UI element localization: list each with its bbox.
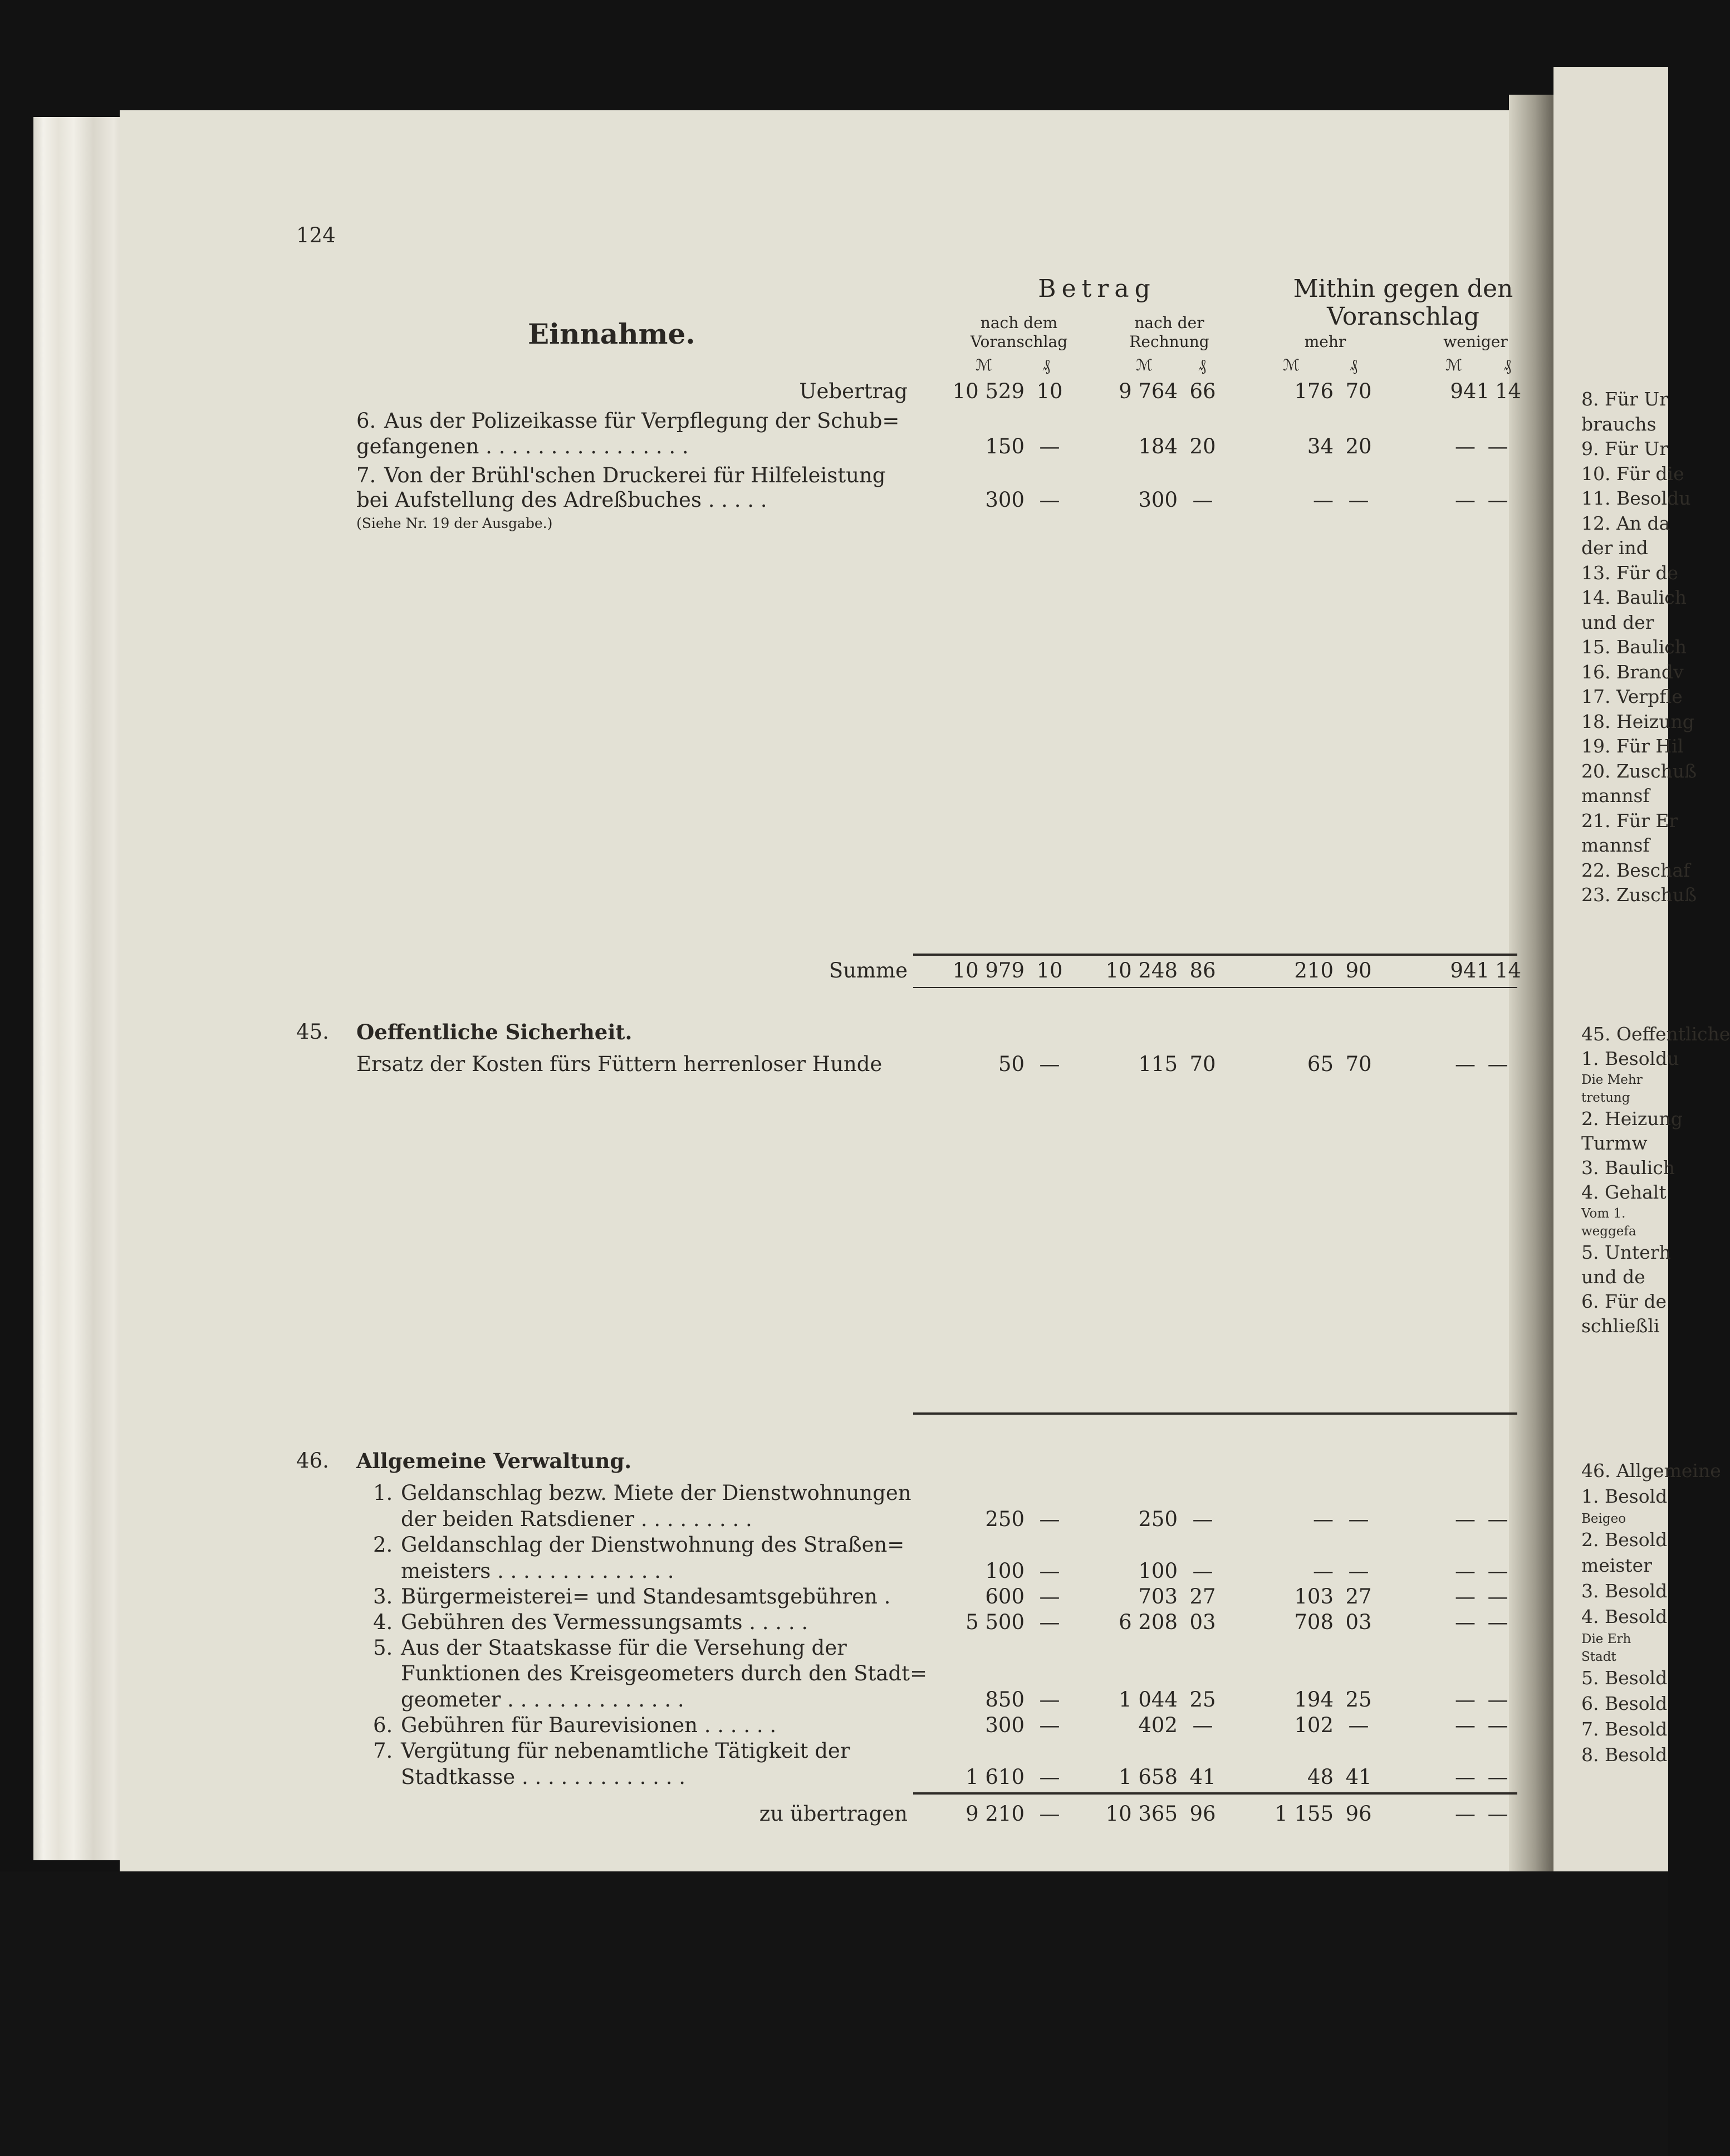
- amount-voranschlag-mark: 300: [985, 1713, 1025, 1737]
- unit-pf: ₰: [1042, 356, 1050, 374]
- amount-weniger-mark: —: [1455, 1802, 1476, 1826]
- facing-page-line: und der: [1581, 611, 1654, 633]
- facing-page-line: Die Mehr: [1581, 1073, 1643, 1087]
- amount-mehr-mark: —: [1313, 488, 1334, 512]
- amount-voranschlag-mark: 10 529: [952, 379, 1025, 403]
- item-text: Gebühren für Baurevisionen . . . . . .: [401, 1713, 777, 1737]
- amount-voranschlag-pf: —: [1039, 1802, 1060, 1826]
- page-stack-edge: [33, 117, 134, 1860]
- facing-page-line: Turmw: [1581, 1132, 1648, 1154]
- amount-voranschlag-pf: —: [1039, 1052, 1060, 1076]
- amount-rechnung-mark: 10 248: [1105, 959, 1178, 982]
- facing-page-line: 9. Für Ur: [1581, 438, 1668, 459]
- header-voranschlag: Voranschlag: [970, 333, 1068, 351]
- item-text: Funktionen des Kreisgeometers durch den Stadt=: [401, 1661, 927, 1685]
- amount-voranschlag-mark: 50: [998, 1052, 1025, 1076]
- item-text: Ersatz der Kosten fürs Füttern herrenloser Hunde: [356, 1052, 883, 1076]
- facing-page-line: 17. Verpfle: [1581, 686, 1683, 707]
- facing-page-line: 7. Besold: [1581, 1718, 1668, 1740]
- amount-weniger-pf: —: [1487, 1688, 1508, 1712]
- unit-pf: ₰: [1198, 356, 1206, 374]
- amount-mehr-mark: 48: [1307, 1765, 1334, 1789]
- amount-voranschlag-mark: 5 500: [966, 1610, 1025, 1634]
- amount-weniger-mark: —: [1455, 1559, 1476, 1583]
- header-mithin-voranschlag: Voranschlag: [1327, 302, 1479, 331]
- header-nach-der: nach der: [1134, 314, 1204, 332]
- amount-rechnung-pf: 66: [1189, 379, 1216, 403]
- amount-weniger-pf: —: [1487, 1713, 1508, 1737]
- amount-rechnung-pf: —: [1192, 1507, 1213, 1531]
- amount-weniger-pf: —: [1487, 1610, 1508, 1634]
- facing-page-line: 8. Besold: [1581, 1744, 1668, 1766]
- unit-mark: ℳ: [1136, 356, 1153, 374]
- amount-rechnung-pf: 96: [1189, 1802, 1216, 1826]
- facing-page-line: 2. Heizung: [1581, 1108, 1683, 1130]
- amount-rechnung-pf: 86: [1189, 959, 1216, 982]
- amount-weniger-pf: 14: [1495, 959, 1522, 982]
- amount-voranschlag-pf: —: [1039, 434, 1060, 458]
- amount-rechnung-mark: 250: [1138, 1507, 1178, 1531]
- page-number: 124: [296, 223, 336, 247]
- amount-rechnung-mark: 402: [1138, 1713, 1178, 1737]
- amount-rechnung-mark: 1 658: [1119, 1765, 1178, 1789]
- facing-page-line: 45. Oeffentliche: [1581, 1023, 1730, 1045]
- facing-page-line: 16. Brandv: [1581, 661, 1684, 683]
- page-title: Einnahme.: [528, 317, 695, 350]
- facing-page-line: Die Erh: [1581, 1632, 1631, 1646]
- amount-mehr-pf: 96: [1345, 1802, 1372, 1826]
- amount-mehr-pf: 41: [1345, 1765, 1372, 1789]
- amount-voranschlag-pf: —: [1039, 488, 1060, 512]
- facing-page-line: 10. Für die: [1581, 462, 1684, 485]
- amount-voranschlag-mark: 250: [985, 1507, 1025, 1531]
- facing-page-line: Beigeo: [1581, 1512, 1626, 1526]
- amount-weniger-mark: —: [1455, 1610, 1476, 1634]
- unit-mark: ℳ: [1445, 356, 1462, 374]
- facing-page-line: 15. Baulich: [1581, 636, 1687, 658]
- amount-weniger-pf: —: [1487, 434, 1508, 458]
- facing-page-line: 4. Gehalt: [1581, 1181, 1667, 1203]
- facing-page-line: 5. Besold: [1581, 1667, 1668, 1689]
- amount-voranschlag-mark: 1 610: [966, 1765, 1025, 1789]
- item-number: 6.: [356, 409, 376, 433]
- section-number: 45.: [296, 1020, 329, 1044]
- amount-weniger-pf: —: [1487, 1765, 1508, 1789]
- item-number: 4.: [373, 1610, 393, 1634]
- facing-page-line: 5. Unterh: [1581, 1241, 1671, 1263]
- unit-pf: ₰: [1350, 356, 1357, 374]
- amount-weniger-pf: —: [1487, 1559, 1508, 1583]
- amount-voranschlag-mark: 9 210: [966, 1802, 1025, 1826]
- item-text: Bürgermeisterei= und Standesamtsgebühren .: [401, 1585, 891, 1609]
- amount-rechnung-mark: 703: [1138, 1585, 1178, 1609]
- item-text: Vergütung für nebenamtliche Tätigkeit der: [401, 1739, 850, 1763]
- rule: [913, 1412, 1517, 1415]
- item-text: Geldanschlag der Dienstwohnung des Straßen=: [401, 1533, 905, 1557]
- amount-mehr-mark: 210: [1294, 959, 1334, 982]
- facing-page-line: 18. Heizung: [1581, 710, 1694, 732]
- amount-mehr-mark: —: [1313, 1559, 1334, 1583]
- amount-rechnung-mark: 300: [1138, 488, 1178, 512]
- amount-mehr-pf: 03: [1345, 1610, 1372, 1634]
- amount-rechnung-mark: 1 044: [1119, 1688, 1178, 1712]
- amount-mehr-pf: —: [1348, 1559, 1369, 1583]
- facing-page-line: 1. Besoldu: [1581, 1048, 1679, 1069]
- rule: [913, 1792, 1517, 1795]
- amount-voranschlag-pf: —: [1039, 1688, 1060, 1712]
- amount-voranschlag-mark: 100: [985, 1559, 1025, 1583]
- amount-weniger-mark: —: [1455, 488, 1476, 512]
- amount-weniger-pf: —: [1487, 1802, 1508, 1826]
- facing-page-line: 11. Besoldu: [1581, 487, 1691, 509]
- amount-mehr-mark: 34: [1307, 434, 1334, 458]
- facing-page-line: brauchs: [1581, 413, 1657, 435]
- amount-voranschlag-pf: 10: [1036, 379, 1063, 403]
- amount-mehr-pf: 20: [1345, 434, 1372, 458]
- facing-page-line: 6. Besold: [1581, 1693, 1668, 1714]
- item-number: 7.: [356, 463, 376, 487]
- facing-page-line: mannsf: [1581, 785, 1650, 806]
- header-rechnung: Rechnung: [1129, 333, 1209, 351]
- facing-page-line: tretung: [1581, 1091, 1630, 1105]
- section-title: Allgemeine Verwaltung.: [356, 1449, 632, 1473]
- amount-rechnung-pf: 41: [1189, 1765, 1216, 1789]
- facing-page-line: 8. Für Ur: [1581, 388, 1668, 410]
- amount-weniger-mark: —: [1455, 1713, 1476, 1737]
- item-text: meisters . . . . . . . . . . . . . .: [401, 1559, 674, 1583]
- facing-page-line: 14. Baulich: [1581, 586, 1687, 608]
- item-note: (Siehe Nr. 19 der Ausgabe.): [356, 515, 553, 531]
- amount-weniger-mark: —: [1455, 1585, 1476, 1609]
- amount-mehr-mark: 176: [1294, 379, 1334, 403]
- amount-weniger-mark: —: [1455, 1507, 1476, 1531]
- item-number: 2.: [373, 1533, 393, 1557]
- item-text: Stadtkasse . . . . . . . . . . . . .: [401, 1765, 685, 1789]
- item-text: geometer . . . . . . . . . . . . . .: [401, 1688, 684, 1712]
- item-number: 1.: [373, 1481, 393, 1505]
- amount-rechnung-mark: 6 208: [1119, 1610, 1178, 1634]
- amount-rechnung-pf: 20: [1189, 434, 1216, 458]
- amount-voranschlag-pf: —: [1039, 1610, 1060, 1634]
- section-number: 46.: [296, 1449, 329, 1473]
- facing-page-line: 6. Für de: [1581, 1290, 1667, 1312]
- amount-rechnung-pf: 70: [1189, 1052, 1216, 1076]
- item-text: Aus der Polizeikasse für Verpflegung der Schub=: [384, 409, 900, 433]
- amount-rechnung-pf: —: [1192, 488, 1213, 512]
- facing-page-line: 12. An da: [1581, 512, 1670, 534]
- facing-page-line: und de: [1581, 1266, 1645, 1288]
- facing-page-line: der ind: [1581, 537, 1648, 559]
- amount-voranschlag-mark: 10 979: [952, 959, 1025, 982]
- amount-weniger-pf: —: [1487, 1052, 1508, 1076]
- amount-rechnung-mark: 184: [1138, 434, 1178, 458]
- item-text: Geldanschlag bezw. Miete der Dienstwohnungen: [401, 1481, 911, 1505]
- item-number: 6.: [373, 1713, 393, 1737]
- summe-label: Summe: [829, 959, 908, 982]
- facing-page-line: meister: [1581, 1554, 1652, 1576]
- amount-voranschlag-pf: 10: [1036, 959, 1063, 982]
- facing-page-line: 46. Allgemeine: [1581, 1460, 1721, 1482]
- amount-mehr-mark: 194: [1294, 1688, 1334, 1712]
- amount-weniger-mark: —: [1455, 1765, 1476, 1789]
- item-text: gefangenen . . . . . . . . . . . . . . . .: [356, 434, 689, 458]
- amount-weniger-mark: —: [1455, 1052, 1476, 1076]
- amount-voranschlag-pf: —: [1039, 1507, 1060, 1531]
- amount-rechnung-pf: —: [1192, 1713, 1213, 1737]
- amount-mehr-pf: 70: [1345, 1052, 1372, 1076]
- amount-weniger-pf: —: [1487, 1507, 1508, 1531]
- uebertrag-label: Uebertrag: [799, 379, 908, 403]
- amount-voranschlag-mark: 600: [985, 1585, 1025, 1609]
- amount-rechnung-mark: 9 764: [1119, 379, 1178, 403]
- amount-weniger-mark: —: [1455, 1688, 1476, 1712]
- amount-mehr-pf: 25: [1345, 1688, 1372, 1712]
- amount-voranschlag-pf: —: [1039, 1585, 1060, 1609]
- amount-mehr-pf: —: [1348, 488, 1369, 512]
- amount-weniger-mark: 941: [1450, 379, 1489, 403]
- header-mehr: mehr: [1304, 333, 1346, 351]
- header-betrag: Betrag: [1038, 275, 1156, 303]
- amount-voranschlag-pf: —: [1039, 1713, 1060, 1737]
- amount-mehr-mark: 102: [1294, 1713, 1334, 1737]
- section-title: Oeffentliche Sicherheit.: [356, 1020, 633, 1044]
- amount-voranschlag-pf: —: [1039, 1765, 1060, 1789]
- amount-weniger-mark: —: [1455, 434, 1476, 458]
- unit-mark: ℳ: [976, 356, 992, 374]
- unit-mark: ℳ: [1283, 356, 1300, 374]
- facing-page-line: 20. Zuschuß: [1581, 760, 1697, 782]
- facing-page-line: 4. Besold: [1581, 1606, 1668, 1627]
- amount-voranschlag-mark: 850: [985, 1688, 1025, 1712]
- facing-page-line: 3. Besold: [1581, 1580, 1668, 1602]
- amount-rechnung-pf: —: [1192, 1559, 1213, 1583]
- amount-mehr-pf: —: [1348, 1713, 1369, 1737]
- item-text: Aus der Staatskasse für die Versehung der: [401, 1636, 847, 1660]
- header-mithin: Mithin gegen den: [1293, 275, 1513, 303]
- facing-page-line: 22. Beschaf: [1581, 859, 1690, 881]
- amount-rechnung-pf: 03: [1189, 1610, 1216, 1634]
- facing-page-line: weggefa: [1581, 1224, 1636, 1239]
- amount-mehr-mark: 1 155: [1275, 1802, 1334, 1826]
- amount-weniger-pf: 14: [1495, 379, 1522, 403]
- amount-rechnung-pf: 25: [1189, 1688, 1216, 1712]
- facing-page-line: 2. Besold: [1581, 1529, 1668, 1551]
- item-text: Gebühren des Vermessungsamts . . . . .: [401, 1610, 808, 1634]
- amount-rechnung-mark: 115: [1138, 1052, 1178, 1076]
- amount-mehr-mark: 65: [1307, 1052, 1334, 1076]
- facing-page-line: 19. Für Hil: [1581, 735, 1684, 757]
- amount-mehr-mark: —: [1313, 1507, 1334, 1531]
- facing-page-line: mannsf: [1581, 834, 1650, 856]
- amount-weniger-mark: 941: [1450, 959, 1489, 982]
- item-number: 5.: [373, 1636, 393, 1660]
- amount-weniger-pf: —: [1487, 488, 1508, 512]
- scan-background: [0, 1871, 1668, 2156]
- rule: [913, 954, 1517, 956]
- facing-page-line: 23. Zuschuß: [1581, 884, 1697, 906]
- facing-page-line: 13. Für de: [1581, 561, 1679, 584]
- amount-voranschlag-pf: —: [1039, 1559, 1060, 1583]
- amount-voranschlag-mark: 300: [985, 488, 1025, 512]
- amount-rechnung-mark: 100: [1138, 1559, 1178, 1583]
- facing-page-line: 1. Besold: [1581, 1485, 1668, 1507]
- zu-uebertragen-label: zu übertragen: [759, 1802, 908, 1826]
- facing-page-line: Stadt: [1581, 1650, 1616, 1664]
- facing-page-line: Vom 1.: [1581, 1206, 1626, 1221]
- unit-pf: ₰: [1503, 356, 1511, 374]
- item-number: 3.: [373, 1585, 393, 1609]
- item-text: der beiden Ratsdiener . . . . . . . . .: [401, 1507, 752, 1531]
- amount-weniger-pf: —: [1487, 1585, 1508, 1609]
- facing-page-line: schließli: [1581, 1315, 1660, 1337]
- amount-rechnung-mark: 10 365: [1105, 1802, 1178, 1826]
- amount-mehr-pf: 70: [1345, 379, 1372, 403]
- amount-mehr-mark: 708: [1294, 1610, 1334, 1634]
- facing-page-line: 21. Für Er: [1581, 809, 1678, 832]
- item-number: 7.: [373, 1739, 393, 1763]
- item-text: bei Aufstellung des Adreßbuches . . . . .: [356, 488, 767, 512]
- amount-rechnung-pf: 27: [1189, 1585, 1216, 1609]
- facing-page-line: 3. Baulich: [1581, 1157, 1675, 1179]
- header-nach-dem: nach dem: [980, 314, 1058, 332]
- amount-mehr-pf: 27: [1345, 1585, 1372, 1609]
- amount-mehr-pf: —: [1348, 1507, 1369, 1531]
- rule: [913, 987, 1517, 988]
- amount-voranschlag-mark: 150: [985, 434, 1025, 458]
- header-weniger: weniger: [1443, 333, 1508, 351]
- amount-mehr-mark: 103: [1294, 1585, 1334, 1609]
- amount-mehr-pf: 90: [1345, 959, 1372, 982]
- item-text: Von der Brühl'schen Druckerei für Hilfeleistung: [384, 463, 886, 487]
